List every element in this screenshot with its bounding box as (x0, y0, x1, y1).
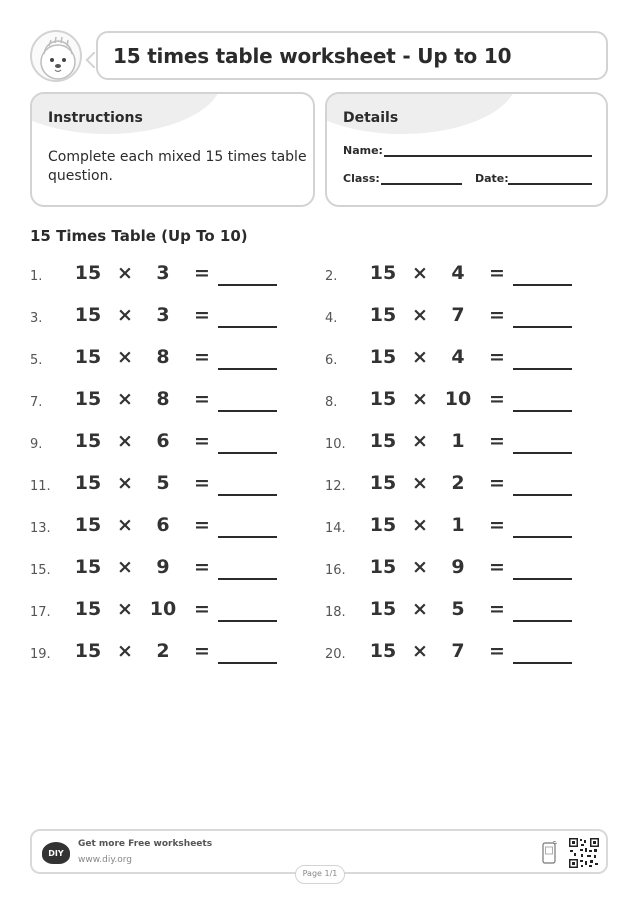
equals-sign: = (489, 556, 505, 578)
multiplier: 3 (156, 304, 170, 326)
multiplicand: 15 (369, 388, 397, 410)
multiplier: 5 (156, 472, 170, 494)
instructions-card (30, 92, 315, 207)
footer-url[interactable]: www.diy.org (78, 855, 132, 865)
equals-sign: = (194, 598, 210, 620)
multiplier: 8 (156, 346, 170, 368)
answer-field[interactable] (513, 326, 572, 328)
equals-sign: = (489, 262, 505, 284)
times-sign: × (412, 514, 428, 536)
equals-sign: = (194, 346, 210, 368)
answer-field[interactable] (218, 410, 277, 412)
details-card (325, 92, 608, 207)
multiplicand: 15 (74, 304, 102, 326)
answer-field[interactable] (218, 536, 277, 538)
answer-field[interactable] (218, 368, 277, 370)
question-number: 12. (325, 479, 346, 494)
times-sign: × (117, 346, 133, 368)
question-number: 1. (30, 269, 43, 284)
date-label: Date: (475, 172, 509, 185)
answer-field[interactable] (218, 578, 277, 580)
phone-icon (542, 841, 558, 865)
question-number: 6. (325, 353, 338, 368)
times-sign: × (117, 514, 133, 536)
mascot-avatar (30, 30, 82, 82)
times-sign: × (117, 556, 133, 578)
equals-sign: = (489, 472, 505, 494)
multiplicand: 15 (74, 598, 102, 620)
multiplicand: 15 (74, 388, 102, 410)
equals-sign: = (194, 514, 210, 536)
multiplicand: 15 (369, 304, 397, 326)
times-sign: × (412, 346, 428, 368)
times-sign: × (117, 640, 133, 662)
footer-title: Get more Free worksheets (78, 839, 213, 849)
answer-field[interactable] (218, 494, 277, 496)
question-number: 9. (30, 437, 43, 452)
multiplicand: 15 (369, 262, 397, 284)
multiplicand: 15 (74, 262, 102, 284)
times-sign: × (117, 598, 133, 620)
question-number: 7. (30, 395, 43, 410)
class-label: Class: (343, 172, 380, 185)
multiplicand: 15 (74, 556, 102, 578)
section-title: 15 Times Table (Up To 10) (30, 227, 248, 245)
qr-code-icon[interactable] (568, 837, 600, 869)
answer-field[interactable] (513, 368, 572, 370)
mascot-face-icon (32, 32, 82, 82)
question-number: 14. (325, 521, 346, 536)
question-number: 5. (30, 353, 43, 368)
multiplicand: 15 (74, 514, 102, 536)
multiplicand: 15 (369, 472, 397, 494)
answer-field[interactable] (218, 326, 277, 328)
question-number: 2. (325, 269, 338, 284)
multiplier: 4 (451, 262, 465, 284)
question-number: 19. (30, 647, 51, 662)
equals-sign: = (489, 598, 505, 620)
multiplicand: 15 (369, 556, 397, 578)
details-title: Details (343, 110, 399, 126)
question-number: 18. (325, 605, 346, 620)
equals-sign: = (194, 472, 210, 494)
multiplier: 7 (451, 304, 465, 326)
multiplicand: 15 (369, 346, 397, 368)
equals-sign: = (194, 430, 210, 452)
times-sign: × (412, 430, 428, 452)
multiplier: 10 (149, 598, 177, 620)
question-number: 4. (325, 311, 338, 326)
multiplier: 4 (451, 346, 465, 368)
answer-field[interactable] (513, 410, 572, 412)
answer-field[interactable] (218, 452, 277, 454)
name-field[interactable] (384, 155, 592, 157)
class-field[interactable] (381, 183, 462, 185)
times-sign: × (117, 430, 133, 452)
multiplier: 9 (451, 556, 465, 578)
equals-sign: = (194, 304, 210, 326)
answer-field[interactable] (513, 578, 572, 580)
answer-field[interactable] (218, 662, 277, 664)
multiplier: 1 (451, 430, 465, 452)
multiplicand: 15 (369, 598, 397, 620)
answer-field[interactable] (218, 284, 277, 286)
instructions-text: Complete each mixed 15 times table question. (48, 149, 307, 184)
equals-sign: = (489, 514, 505, 536)
times-sign: × (412, 598, 428, 620)
diy-logo-icon: DIY (42, 842, 70, 864)
answer-field[interactable] (513, 662, 572, 664)
answer-field[interactable] (513, 620, 572, 622)
multiplicand: 15 (369, 640, 397, 662)
times-sign: × (412, 388, 428, 410)
answer-field[interactable] (513, 284, 572, 286)
multiplicand: 15 (74, 640, 102, 662)
multiplier: 6 (156, 514, 170, 536)
answer-field[interactable] (218, 620, 277, 622)
multiplier: 6 (156, 430, 170, 452)
multiplicand: 15 (74, 430, 102, 452)
times-sign: × (412, 556, 428, 578)
times-sign: × (412, 472, 428, 494)
equals-sign: = (489, 346, 505, 368)
multiplier: 5 (451, 598, 465, 620)
times-sign: × (117, 262, 133, 284)
equals-sign: = (489, 304, 505, 326)
question-number: 20. (325, 647, 346, 662)
instructions-title: Instructions (48, 110, 143, 126)
multiplicand: 15 (369, 514, 397, 536)
question-number: 16. (325, 563, 346, 578)
multiplier: 2 (156, 640, 170, 662)
question-number: 13. (30, 521, 51, 536)
equals-sign: = (194, 262, 210, 284)
times-sign: × (412, 304, 428, 326)
question-number: 17. (30, 605, 51, 620)
equals-sign: = (489, 388, 505, 410)
question-number: 15. (30, 563, 51, 578)
multiplier: 9 (156, 556, 170, 578)
date-field[interactable] (508, 183, 592, 185)
multiplier: 3 (156, 262, 170, 284)
multiplicand: 15 (74, 472, 102, 494)
equals-sign: = (489, 430, 505, 452)
answer-field[interactable] (513, 452, 572, 454)
question-number: 10. (325, 437, 346, 452)
page-indicator: Page 1/1 (295, 865, 345, 884)
title-bubble (96, 31, 608, 80)
times-sign: × (412, 262, 428, 284)
answer-field[interactable] (513, 536, 572, 538)
equals-sign: = (194, 640, 210, 662)
multiplier: 7 (451, 640, 465, 662)
page-title: 15 times table worksheet - Up to 10 (113, 43, 512, 68)
multiplier: 1 (451, 514, 465, 536)
multiplicand: 15 (74, 346, 102, 368)
times-sign: × (117, 472, 133, 494)
name-label: Name: (343, 144, 383, 157)
equals-sign: = (194, 556, 210, 578)
question-number: 11. (30, 479, 51, 494)
multiplier: 2 (451, 472, 465, 494)
question-number: 3. (30, 311, 43, 326)
question-number: 8. (325, 395, 338, 410)
times-sign: × (117, 304, 133, 326)
answer-field[interactable] (513, 494, 572, 496)
equals-sign: = (194, 388, 210, 410)
multiplier: 10 (444, 388, 472, 410)
times-sign: × (117, 388, 133, 410)
equals-sign: = (489, 640, 505, 662)
multiplicand: 15 (369, 430, 397, 452)
multiplier: 8 (156, 388, 170, 410)
times-sign: × (412, 640, 428, 662)
